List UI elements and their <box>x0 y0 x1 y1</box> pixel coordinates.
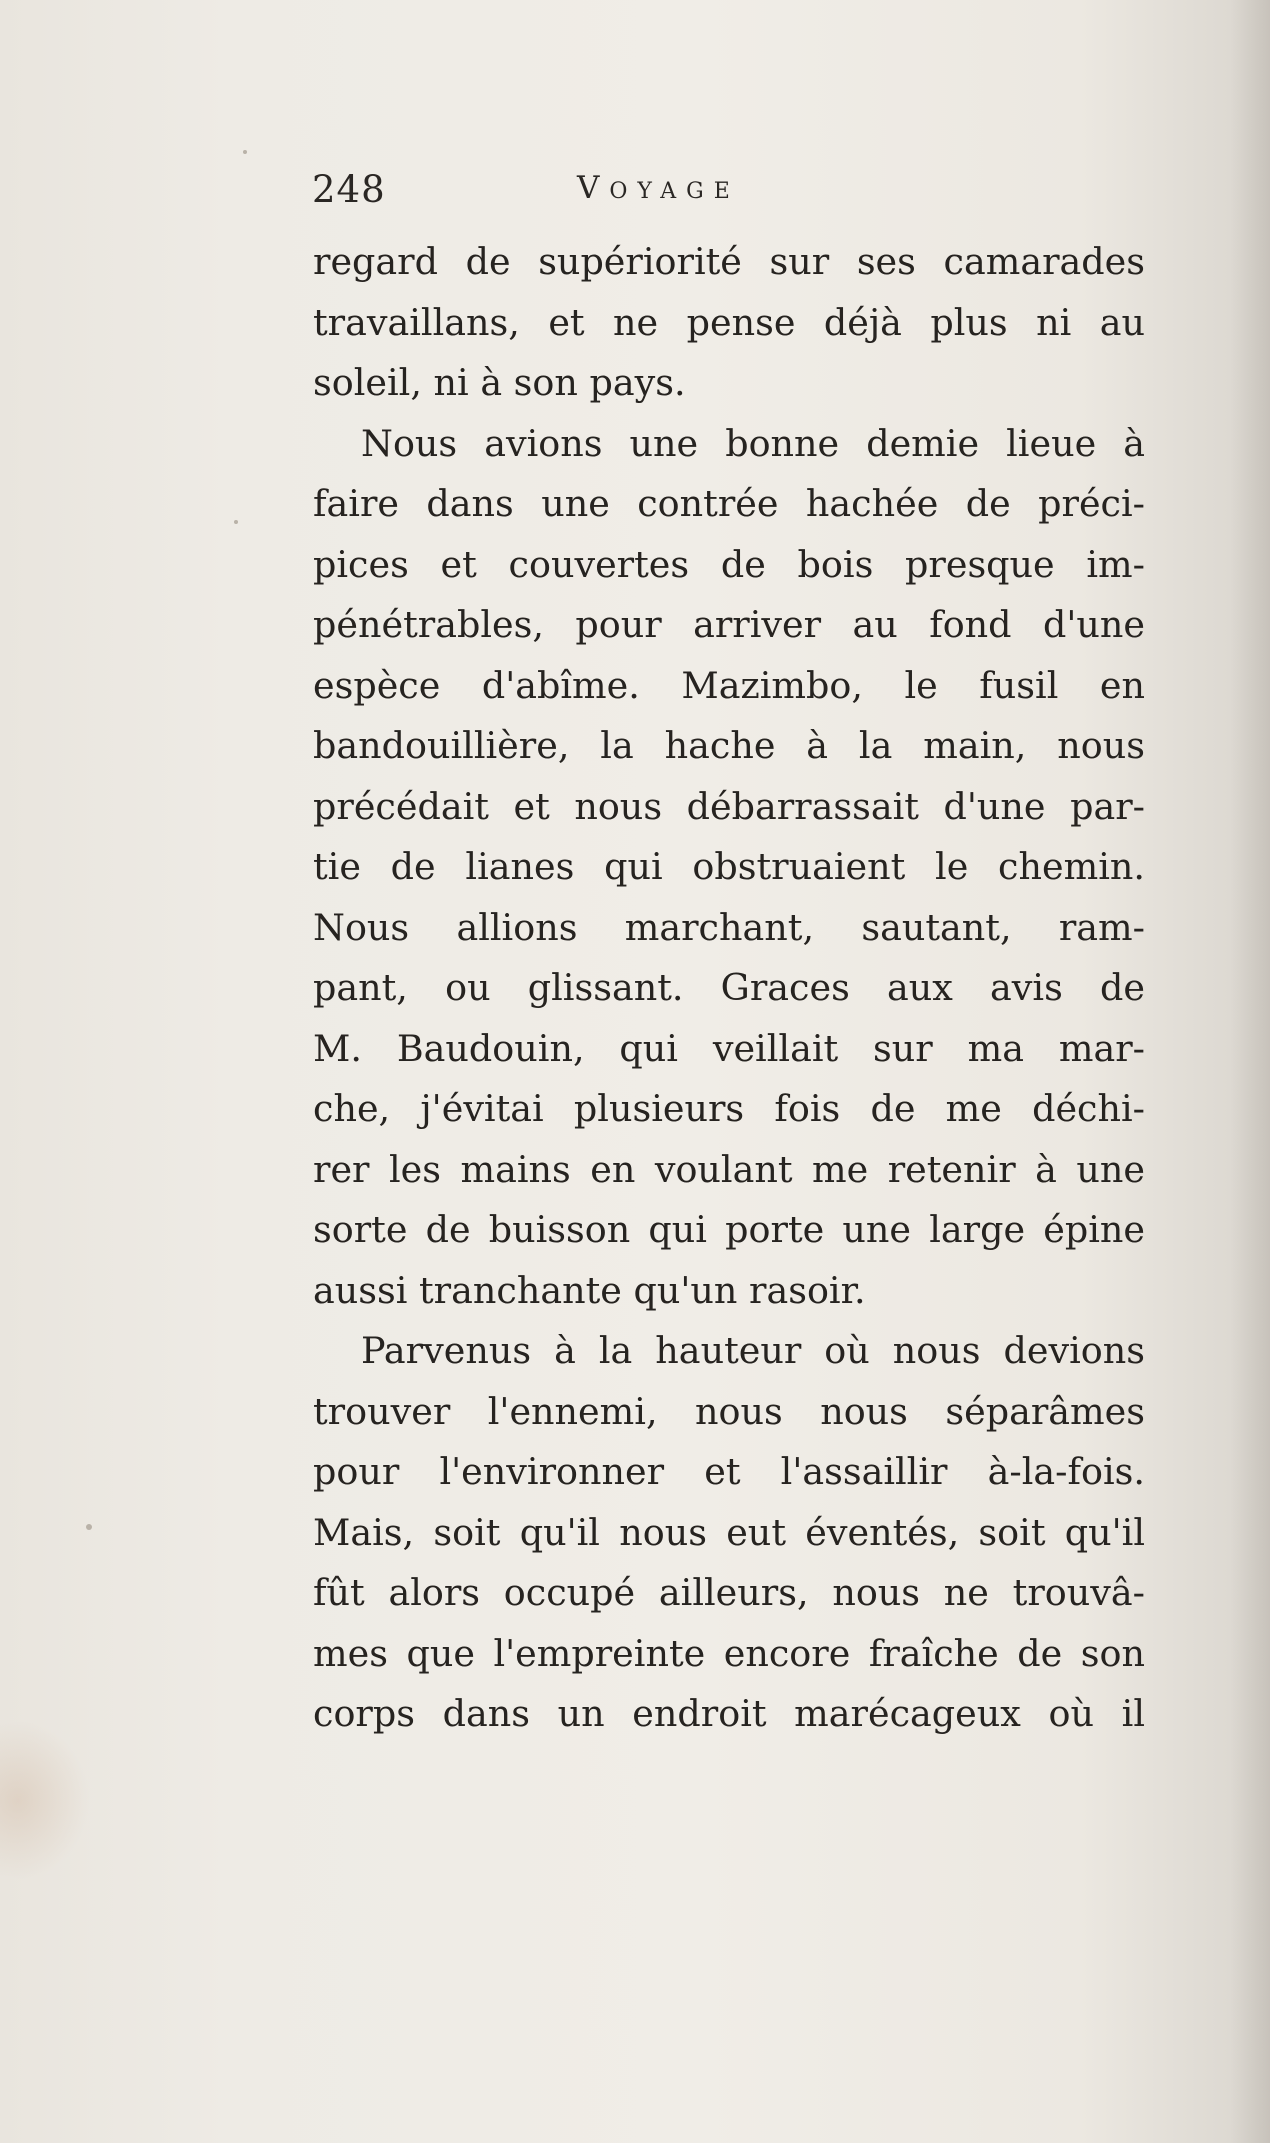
running-title: Voyage <box>577 170 740 206</box>
text-line: rer les mains en voulant me retenir à une <box>313 1147 1145 1191</box>
text-line: pant, ou glissant. Graces aux avis de <box>313 966 1145 1009</box>
paper-speck <box>86 1524 92 1530</box>
body-text <box>313 232 1145 1745</box>
text-line: pices et couvertes de bois presque im- <box>313 542 1145 586</box>
text-line: faire dans une contrée hachée de préci- <box>313 482 1145 525</box>
text-line: précédait et nous débarrassait d'une par- <box>313 784 1145 828</box>
text-line: pénétrables, pour arriver au fond d'une <box>313 603 1145 646</box>
text-line: Mais, soit qu'il nous eut éventés, soit qu'il <box>313 1510 1145 1554</box>
paper-speck <box>234 520 238 524</box>
text-line: pour l'environner et l'assaillir à-la-fois. <box>313 1450 1145 1493</box>
text-line: corps dans un endroit marécageux où il <box>313 1692 1145 1735</box>
text-line: sorte de buisson qui porte une large épine <box>313 1208 1145 1251</box>
text-line: espèce d'abîme. Mazimbo, le fusil en <box>313 663 1145 707</box>
text-line: M. Baudouin, qui veillait sur ma mar- <box>313 1026 1145 1070</box>
text-line: mes que l'empreinte encore fraîche de son <box>313 1631 1145 1675</box>
text-line: Nous avions une bonne demie lieue à <box>361 421 1145 465</box>
text-line: Parvenus à la hauteur où nous devions <box>361 1329 1145 1372</box>
page-number: 248 <box>312 168 386 211</box>
page-header <box>312 168 872 216</box>
text-line: regard de supériorité sur ses camarades <box>313 240 1145 283</box>
paper-stain <box>0 1720 90 1880</box>
text-line: trouver l'ennemi, nous nous séparâmes <box>313 1389 1145 1433</box>
spine-shadow <box>1230 0 1270 2143</box>
text-line: Nous allions marchant, sautant, ram- <box>313 905 1145 949</box>
text-line: soleil, ni à son pays. <box>313 361 686 404</box>
text-line: bandouillière, la hache à la main, nous <box>313 724 1145 767</box>
text-line: travaillans, et ne pense déjà plus ni au <box>313 300 1145 344</box>
text-line: che, j'évitai plusieurs fois de me déchi- <box>313 1087 1145 1130</box>
text-line: fût alors occupé ailleurs, nous ne trouvâ- <box>313 1571 1145 1614</box>
paper-speck <box>243 150 247 154</box>
text-line: aussi tranchante qu'un rasoir. <box>313 1268 866 1312</box>
text-line: tie de lianes qui obstruaient le chemin. <box>313 845 1145 888</box>
